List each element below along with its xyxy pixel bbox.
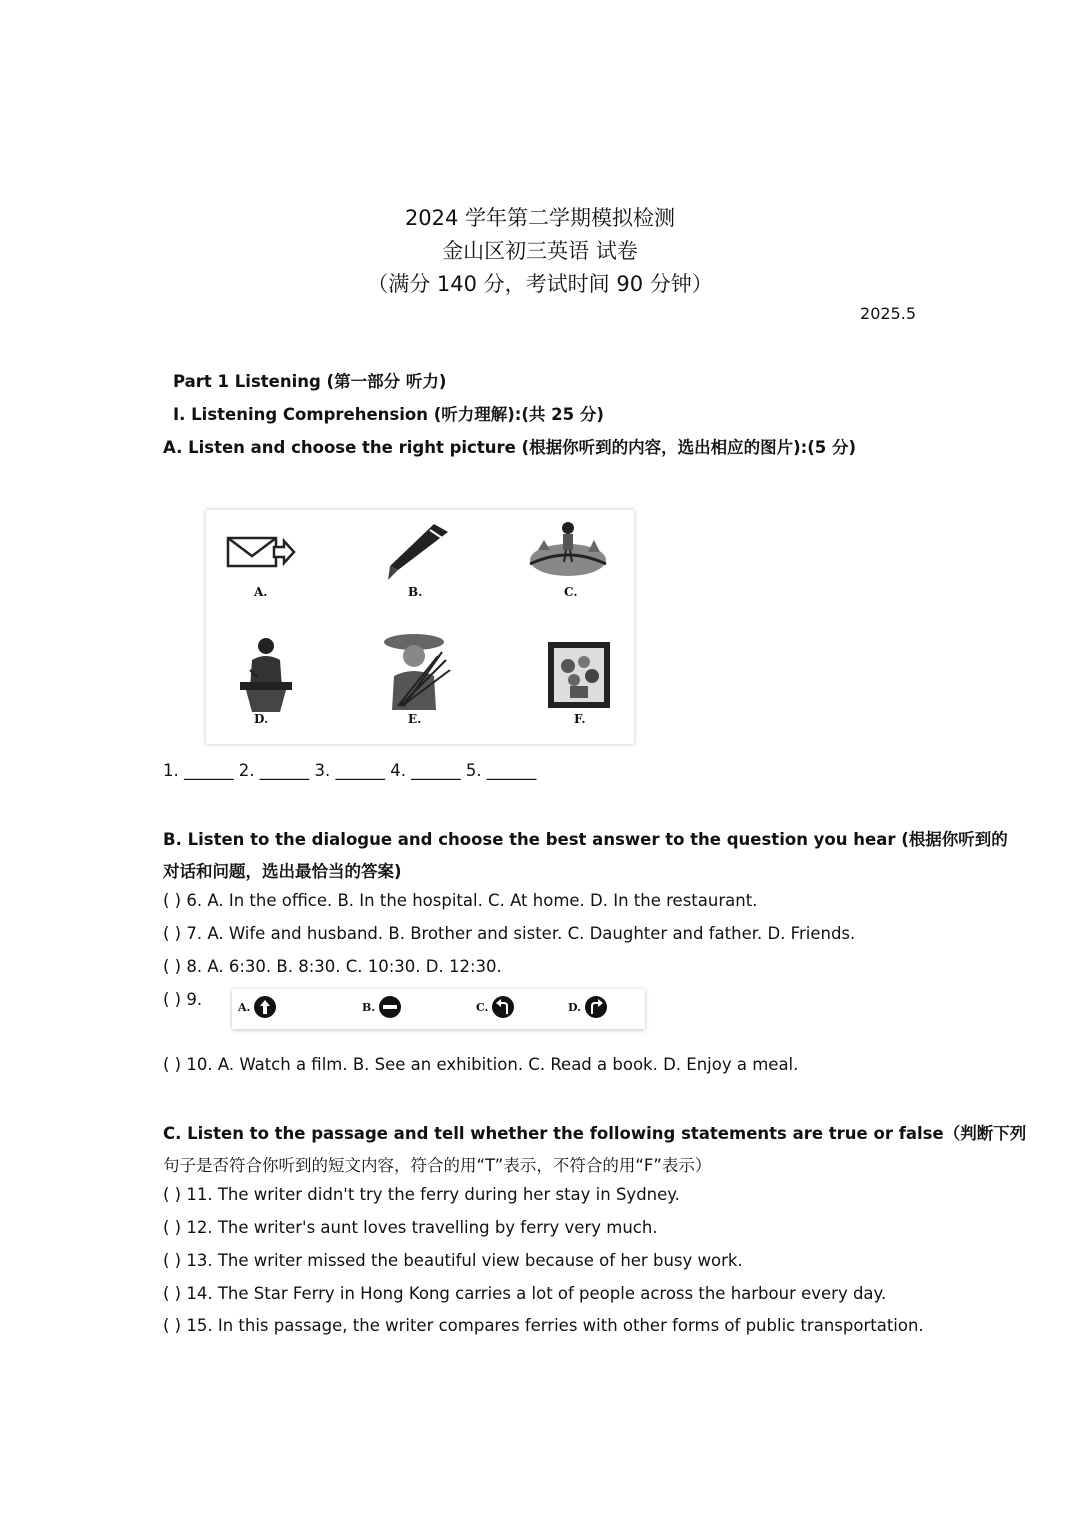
section-i-heading: I. Listening Comprehension (听力理解):(共 25 分) [173, 405, 604, 424]
section-a-heading: A. Listen and choose the right picture (根据你听到的内容，选出相应的图片):(5 分) [163, 438, 857, 457]
picture-label: C. [564, 585, 578, 599]
speaker-at-podium-icon [240, 638, 292, 712]
picture-label: A. [254, 585, 268, 599]
straight-ahead-sign-icon [253, 995, 277, 1019]
question-9: ( ) 9. [163, 990, 203, 1009]
fountain-pen-icon [388, 524, 448, 580]
question-8: ( ) 8. A. 6:30. B. 8:30. C. 10:30. D. 12:30. [163, 957, 502, 976]
picture-grid [206, 510, 634, 744]
question-12: ( ) 12. The writer's aunt loves travelling by ferry very much. [163, 1218, 658, 1237]
exam-date: 2025.5 [860, 304, 916, 323]
section-b-heading: B. Listen to the dialogue and choose the best answer to the question you hear (根据你听到的 [163, 830, 1008, 849]
option-label: A. [238, 1000, 251, 1014]
question-14: ( ) 14. The Star Ferry in Hong Kong carries a lot of people across the harbour every day. [163, 1284, 887, 1303]
q9-option-d [568, 995, 608, 1019]
framed-flower-painting-icon [548, 642, 610, 708]
question-10: ( ) 10. A. Watch a film. B. See an exhibition. C. Read a book. D. Enjoy a meal. [163, 1055, 799, 1074]
q9-option-b [362, 995, 402, 1019]
picture-label: F. [574, 712, 586, 726]
no-entry-sign-icon [378, 995, 402, 1019]
turn-right-sign-icon [584, 995, 608, 1019]
envelope-icon [228, 538, 294, 566]
answer-blanks: 1. ______ 2. ______ 3. ______ 4. ______ 5. ______ [163, 761, 537, 780]
section-b-heading-cont: 对话和问题，选出最恰当的答案) [163, 862, 402, 881]
girl-on-bridge-icon [530, 522, 606, 576]
option-label: B. [362, 1000, 376, 1014]
q9-option-a [238, 995, 277, 1019]
section-c-heading-cont: 句子是否符合你听到的短文内容，符合的用“T”表示，不符合的用“F”表示） [163, 1156, 712, 1175]
part1-heading: Part 1 Listening (第一部分 听力) [173, 372, 447, 391]
exam-info: （满分 140 分，考试时间 90 分钟） [367, 272, 713, 296]
q9-option-c [476, 995, 515, 1019]
q9-options-strip [232, 989, 645, 1029]
question-11: ( ) 11. The writer didn't try the ferry during her stay in Sydney. [163, 1185, 680, 1204]
exam-subtitle: 金山区初三英语 试卷 [442, 239, 638, 263]
picture-label: D. [254, 712, 269, 726]
question-13: ( ) 13. The writer missed the beautiful view because of her busy work. [163, 1251, 743, 1270]
exam-title: 2024 学年第二学期模拟检测 [404, 206, 676, 230]
question-15: ( ) 15. In this passage, the writer compares ferries with other forms of public transportation. [163, 1316, 924, 1335]
question-6: ( ) 6. A. In the office. B. In the hospital. C. At home. D. In the restaurant. [163, 891, 758, 910]
turn-left-sign-icon [491, 995, 515, 1019]
option-label: D. [568, 1000, 581, 1014]
option-label: C. [476, 1000, 489, 1014]
section-c-heading: C. Listen to the passage and tell whether the following statements are true or false（判断下列 [163, 1124, 1027, 1143]
picture-label: E. [408, 712, 422, 726]
picture-label: B. [408, 585, 423, 599]
question-7: ( ) 7. A. Wife and husband. B. Brother and sister. C. Daughter and father. D. Friends. [163, 924, 856, 943]
farmer-with-wheat-icon [384, 634, 450, 710]
